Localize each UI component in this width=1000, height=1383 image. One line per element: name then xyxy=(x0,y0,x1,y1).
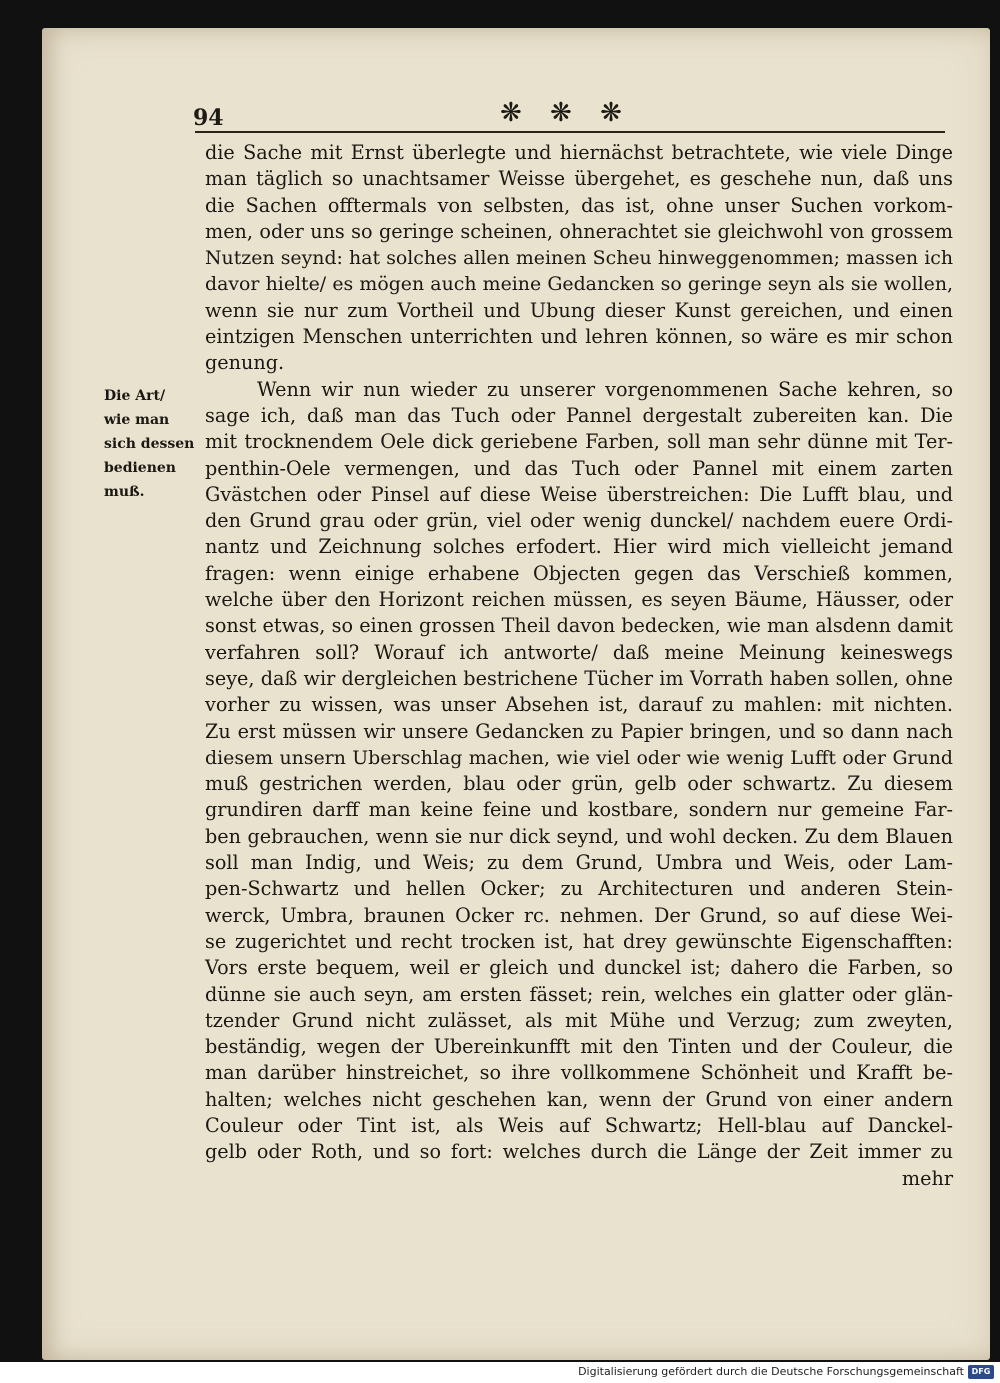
text-line: grundiren darff man keine feine und kostbare, sondern nur gemeine Far- xyxy=(205,798,953,822)
text-line: Wenn wir nun wieder zu unserer vorgenommenen Sache kehren, so xyxy=(257,377,953,401)
page-number: 94 xyxy=(193,105,224,131)
text-line: man darüber hinstreichet, so ihre vollkommene Schönheit und Krafft be- xyxy=(205,1061,953,1085)
text-line: Vors erste bequem, weil er gleich und dunckel ist; dahero die Farben, so xyxy=(205,956,953,980)
text-line: tzender Grund nicht zulässet, als mit Mühe und Verzug; zum zweyten, xyxy=(205,1008,953,1032)
margin-note-line: Die Art/ xyxy=(104,388,166,404)
header-rule xyxy=(195,131,945,133)
text-line: wenn sie nur zum Vortheil und Ubung dieser Kunst gereichen, und einen xyxy=(205,298,953,322)
margin-note-line: bedienen xyxy=(104,460,176,476)
text-line: Couleur oder Tint ist, als Weis auf Schwartz; Hell-blau auf Danckel- xyxy=(205,1113,953,1137)
margin-note-line: sich dessen xyxy=(104,436,195,452)
text-line: gelb oder Roth, und so fort: welches durch die Länge der Zeit immer zu xyxy=(205,1140,953,1164)
text-line: verfahren soll? Worauf ich antworte/ daß meine Meinung keineswegs xyxy=(205,640,953,664)
text-line: die Sache mit Ernst überlegte und hiernächst betrachtete, wie viele Dinge xyxy=(205,141,953,164)
text-line: Zu erst müssen wir unsere Gedancken zu Papier bringen, und so dann nach xyxy=(205,719,953,743)
footer-credit: Digitalisierung gefördert durch die Deutsche Forschungsgemeinschaft xyxy=(578,1365,964,1378)
margin-note-line: muß. xyxy=(104,484,145,500)
text-line: genung. xyxy=(205,351,285,375)
text-line: ben gebrauchen, wenn sie nur dick seynd, und wohl decken. Zu dem Blauen xyxy=(205,824,953,848)
text-line: fragen: wenn einige erhabene Objecten gegen das Verschieß kommen, xyxy=(205,561,953,585)
text-line: se zugerichtet und recht trocken ist, hat drey gewünschte Eigenschafften: xyxy=(205,929,953,953)
text-line: pen-Schwartz und hellen Ocker; zu Architecturen und anderen Stein- xyxy=(205,877,953,901)
text-line: den Grund grau oder grün, viel oder wenig dunckel/ nachdem euere Ordi- xyxy=(205,509,953,533)
text-line: beständig, wegen der Ubereinkunfft mit den Tinten und der Couleur, die xyxy=(205,1035,953,1059)
body-text xyxy=(205,140,953,1192)
footer-bar xyxy=(0,1362,1000,1383)
text-line: diesem unsern Uberschlag machen, wie viel oder wie wenig Lufft oder Grund xyxy=(205,746,953,769)
text-line: davor hielte/ es mögen auch meine Gedancken so geringe seyn als sie wollen, xyxy=(205,273,953,296)
text-line: vorher zu wissen, was unser Absehen ist, darauf zu mahlen: mit nichten. xyxy=(205,693,953,717)
text-line: Nutzen seynd: hat solches allen meinen Scheu hinweggenommen; massen ich xyxy=(205,247,953,270)
text-line: seye, daß wir dergleichen bestrichene Tücher im Vorrath haben sollen, ohne xyxy=(205,666,953,690)
catchword: mehr xyxy=(901,1166,953,1190)
text-line: sage ich, daß man das Tuch oder Pannel dergestalt zubereiten kan. Die xyxy=(205,403,953,427)
text-line: penthin-Oele vermengen, und das Tuch oder Pannel mit einem zarten xyxy=(205,456,953,480)
text-line: werck, Umbra, braunen Ocker rc. nehmen. Der Grund, so auf diese Wei- xyxy=(205,903,953,927)
text-line: nantz und Zeichnung solches erfodert. Hier wird mich vielleicht jemand xyxy=(205,535,953,559)
text-line: halten; welches nicht geschehen kan, wenn der Grund von einer andern xyxy=(205,1087,953,1111)
text-line: soll man Indig, und Weis; zu dem Grund, Umbra und Weis, oder Lam- xyxy=(205,851,953,875)
header-ornament: ❋ ❋ ❋ xyxy=(500,98,632,128)
dfg-logo: DFG xyxy=(968,1365,994,1379)
margin-note xyxy=(104,384,200,504)
text-line: mit trocknendem Oele dick geriebene Farben, soll man sehr dünne mit Ter- xyxy=(205,430,953,454)
text-line: sonst etwas, so einen grossen Theil davon bedecken, wie man alsdenn damit xyxy=(205,614,953,638)
text-line: Gvästchen oder Pinsel auf diese Weise überstreichen: Die Lufft blau, und xyxy=(205,482,953,506)
text-line: welche über den Horizont reichen müssen, es seyen Bäume, Häusser, oder xyxy=(205,588,953,612)
text-line: die Sachen offtermals von selbsten, das ist, ohne unser Suchen vorkom- xyxy=(205,193,953,217)
text-line: muß gestrichen werden, blau oder grün, gelb oder schwartz. Zu diesem xyxy=(205,772,953,796)
margin-note-line: wie man xyxy=(104,412,170,428)
text-line: men, oder uns so geringe scheinen, ohnerachtet sie gleichwohl von grossem xyxy=(205,219,953,243)
text-line: man täglich so unachtsamer Weisse übergehet, es geschehe nun, daß uns xyxy=(205,167,953,191)
text-line: eintzigen Menschen unterrichten und lehren können, so wäre es mir schon xyxy=(205,325,953,349)
text-line: dünne sie auch seyn, am ersten fässet; rein, welches ein glatter oder glän- xyxy=(205,982,953,1006)
